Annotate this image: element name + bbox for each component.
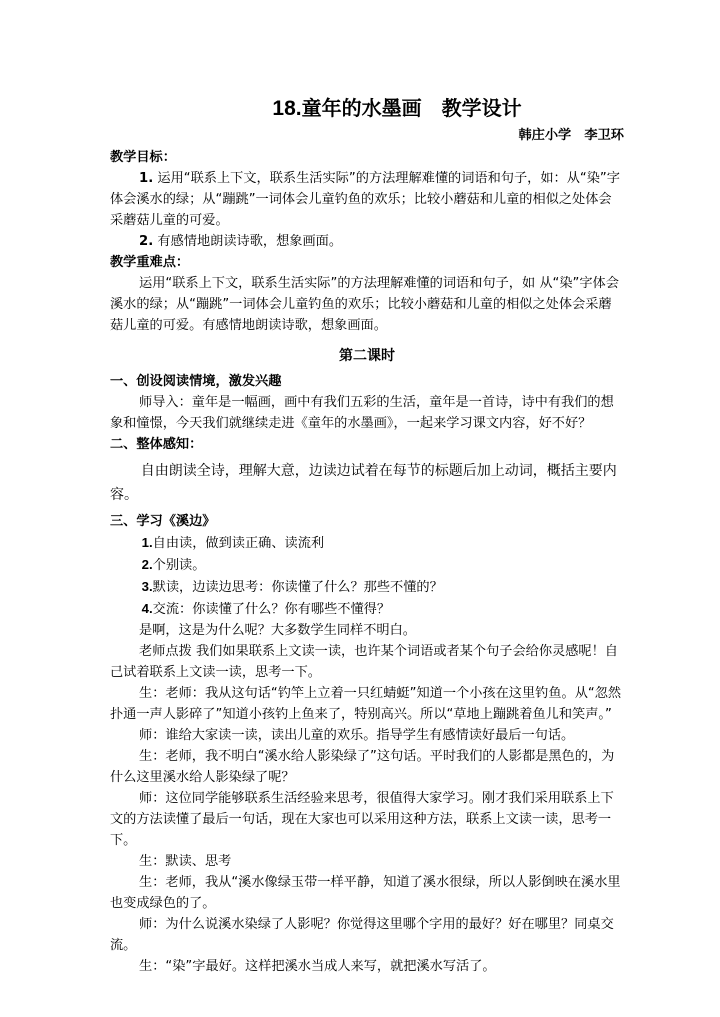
section-3-paragraph-6: 师：这位同学能够联系生活经验来思考，很值得大家学习。刚才我们采用联系上下文的方法读懂了最后一句话，现在大家也可以采用这种方法，联系上文读一读，思考一下。	[110, 791, 614, 848]
section-3-item-1	[110, 532, 624, 554]
key-points-text: 运用“联系上下文，联系生活实际”的方法理解难懂的词语和句子，如 从“染”字体会溪水的绿；从“蹦跳”一词体会儿童钓鱼的欢乐；比较小蘑菇和儿童的相似之处体会采蘑菇儿童的可爱。有感情地朗读诗歌，想象画面。	[110, 276, 619, 333]
goal-2-number: 2.	[139, 234, 154, 249]
item-3-number: 3.	[141, 579, 153, 594]
section-3-item-4	[110, 598, 624, 620]
section-2-text: 自由朗读全诗，理解大意，边读边试着在每节的标题后加上动词，概括主要内容。	[110, 463, 617, 503]
item-4-text: 交流：你读懂了什么？你有哪些不懂得？	[152, 602, 391, 617]
lesson-title: 第二课时	[339, 348, 395, 364]
goals-heading: 教学目标：	[110, 150, 176, 165]
section-3-paragraph-5: 生：老师，我不明白“溪水给人影染绿了”这句话。平时我们的人影都是黑色的，为什么这里溪水给人影染绿了呢？	[110, 749, 615, 785]
section-1-text: 师导入：童年是一幅画，画中有我们五彩的生活，童年是一首诗，诗中有我们的想象和憧憬，今天我们就继续走进《童年的水墨画》，一起来学习课文内容，好不好？	[110, 395, 614, 431]
section-3-paragraph-10: 生：“染”字最好。这样把溪水当成人来写，就把溪水写活了。	[139, 959, 496, 974]
section-3-paragraph-9: 师：为什么说溪水染绿了人影呢？你觉得这里哪个字用的最好？好在哪里？同桌交流。	[110, 917, 614, 953]
item-2-number: 2.	[141, 557, 153, 572]
goal-2-text: 有感情地朗读诗歌，想象画面。	[153, 234, 343, 249]
title-number: 18.	[272, 97, 302, 120]
section-2-heading: 二、整体感知：	[110, 437, 203, 452]
item-1-text: 自由读，做到读正确、读流利	[152, 536, 325, 551]
section-3-paragraph-3: 生：老师：我从这句话“钓竿上立着一只红蜻蜓”知道一个小孩在这里钓鱼。从“忽然扑通一声人影碎了”知道小孩钓上鱼来了，特别高兴。所以“草地上蹦跳着鱼儿和笑声。”	[110, 686, 622, 722]
section-3-item-2	[110, 554, 624, 576]
goal-2	[110, 231, 624, 252]
section-3-paragraph-8: 生：老师，我从“溪水像绿玉带一样平静，知道了溪水很绿，所以人影倒映在溪水里也变成绿色的了。	[110, 875, 621, 911]
item-2-text: 个别读。	[152, 558, 206, 573]
section-3-paragraph-2: 老师点拨 我们如果联系上文读一读，也许某个词语或者某个句子会给你灵感呢！自己试着联系上文读一读，思考一下。	[110, 644, 618, 680]
goal-1	[110, 168, 624, 231]
item-3-text: 默读，边读边思考：你读懂了什么？那些不懂的？	[152, 580, 443, 595]
goal-1-text: 运用“联系上下文，联系生活实际”的方法理解难懂的词语和句子，如：从“染”字体会溪水的绿；从“蹦跳”一词体会儿童钓鱼的欢乐；比较小蘑菇和儿童的相似之处体会采蘑菇儿童的可爱。	[110, 171, 620, 228]
section-3-paragraph-7: 生：默读、思考	[139, 854, 232, 869]
document-page	[110, 94, 624, 977]
item-1-number: 1.	[141, 535, 153, 550]
section-1-heading: 一、创设阅读情境，激发兴趣	[110, 374, 282, 389]
section-3-heading: 三、学习《溪边》	[110, 514, 216, 529]
goal-1-number: 1.	[139, 171, 154, 186]
author-line: 韩庄小学 李卫环	[518, 128, 624, 143]
section-3-paragraph-4: 师：谁给大家读一读，读出儿童的欢乐。指导学生有感情读好最后一句话。	[139, 728, 575, 743]
key-points-heading: 教学重难点：	[110, 255, 190, 270]
section-3-paragraph-1: 是啊，这是为什么呢？大多数学生同样不明白。	[139, 623, 416, 638]
title-text: 童年的水墨画 教学设计	[301, 96, 522, 120]
document-title	[110, 94, 624, 123]
section-3-item-3	[110, 576, 624, 598]
item-4-number: 4.	[141, 601, 153, 616]
